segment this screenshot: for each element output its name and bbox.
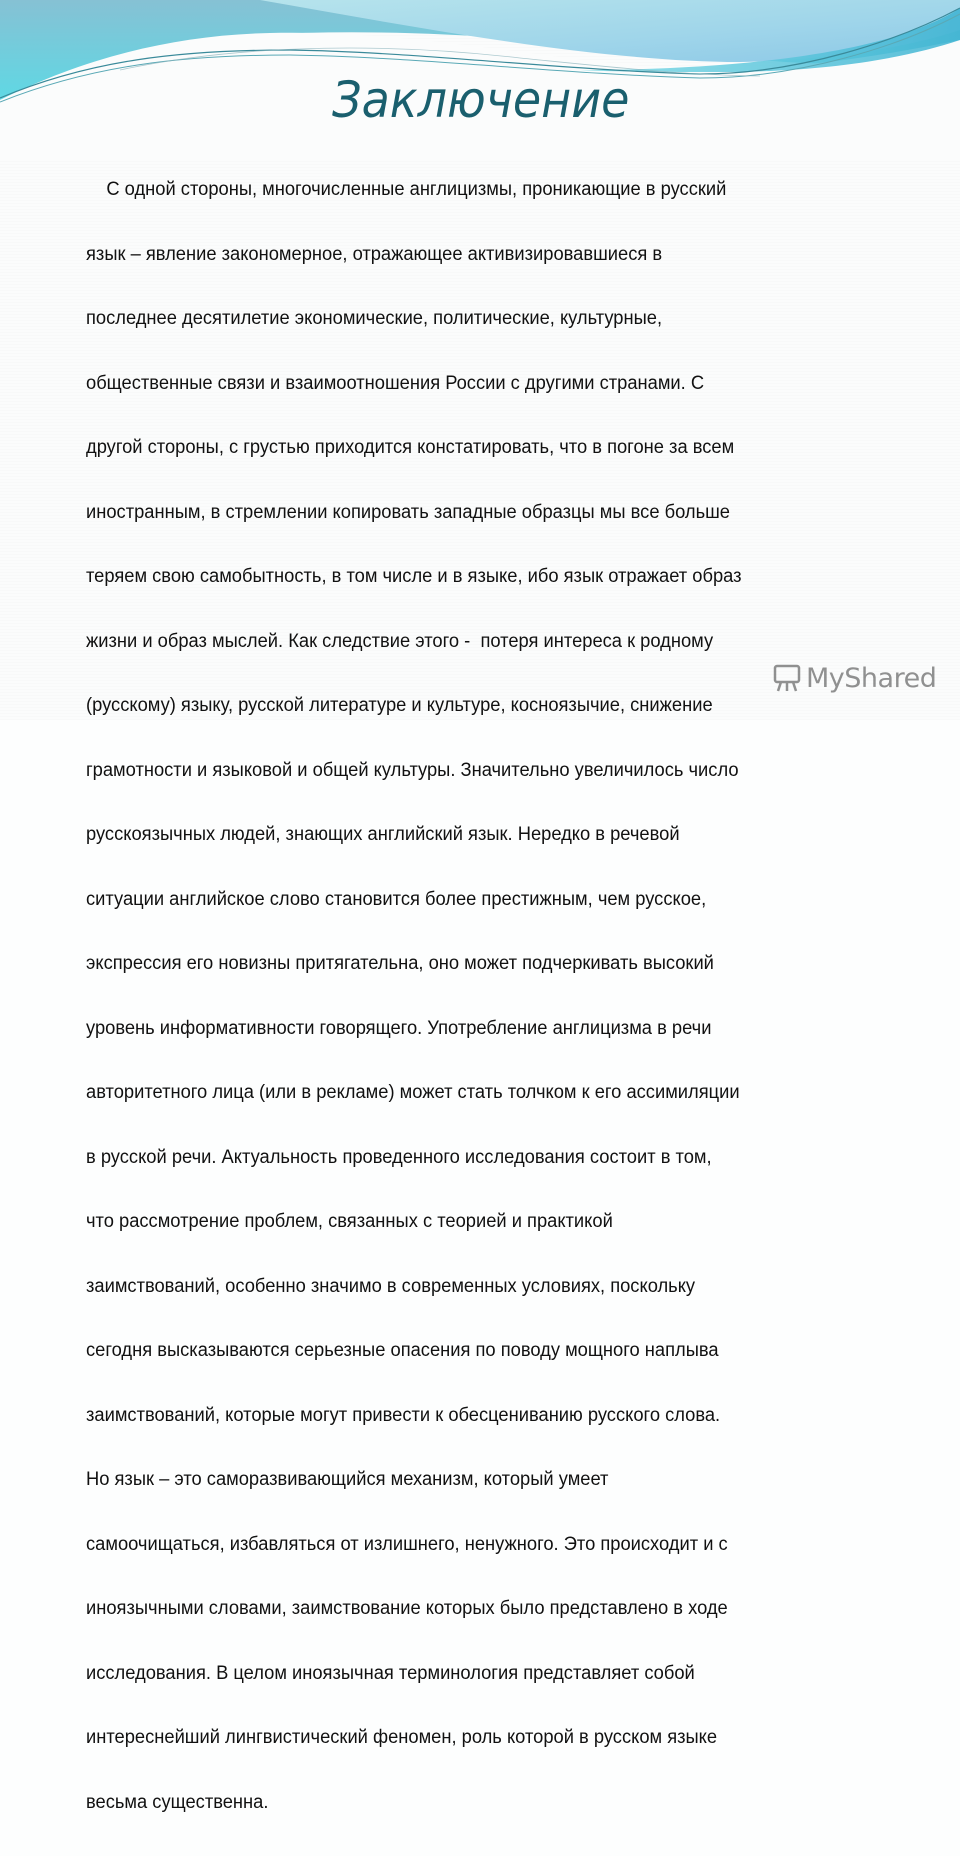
body-line: жизни и образ мыслей. Как следствие этого - потеря интереса к родному bbox=[86, 629, 714, 652]
body-line: интереснейший лингвистический феномен, роль которой в русском языке bbox=[86, 1726, 718, 1748]
body-line: ситуации английское слово становится более престижным, чем русское, bbox=[86, 887, 707, 910]
body-line: что рассмотрение проблем, связанных с теорией и практикой bbox=[86, 1210, 613, 1232]
slide-title: Заключение bbox=[332, 71, 630, 129]
body-line: иноязычными словами, заимствование которых было представлено в ходе bbox=[86, 1597, 728, 1619]
body-line: заимствований, которые могут привести к обесцениванию русского слова. bbox=[86, 1403, 721, 1426]
body-line: последнее десятилетие экономические, политические, культурные, bbox=[86, 307, 663, 329]
watermark-text: MyShared bbox=[806, 662, 937, 694]
body-line: русскоязычных людей, знающих английский язык. Нередко в речевой bbox=[86, 823, 680, 845]
body-line: С одной стороны, многочисленные англицизмы, проникающие в русский bbox=[86, 178, 727, 200]
body-line: Но язык – это саморазвивающийся механизм, который умеет bbox=[86, 1468, 609, 1490]
body-line: язык – явление закономерное, отражающее активизировавшиеся в bbox=[86, 242, 663, 265]
body-line: заимствований, особенно значимо в современных условиях, поскольку bbox=[86, 1274, 696, 1297]
body-line: иностранным, в стремлении копировать западные образцы мы все больше bbox=[86, 500, 731, 523]
watermark bbox=[772, 660, 936, 696]
body-line: весьма существенна. bbox=[86, 1790, 269, 1813]
body-line: исследования. В целом иноязычная терминология представляет собой bbox=[86, 1661, 695, 1684]
body-line: уровень информативности говорящего. Употребление англицизма в речи bbox=[86, 1016, 712, 1039]
body-line: сегодня высказываются серьезные опасения по поводу мощного наплыва bbox=[86, 1339, 719, 1361]
body-line: общественные связи и взаимоотношения России с другими странами. С bbox=[86, 371, 705, 394]
body-line: самоочищаться, избавляться от излишнего, ненужного. Это происходит и с bbox=[86, 1532, 728, 1555]
body-line: теряем свою самобытность, в том числе и в языке, ибо язык отражает образ bbox=[86, 565, 742, 587]
body-line: грамотности и языковой и общей культуры. Значительно увеличилось число bbox=[86, 758, 739, 781]
presentation-board-icon bbox=[772, 663, 802, 693]
body-line: (русскому) языку, русской литературе и культуре, косноязычие, снижение bbox=[86, 694, 713, 716]
body-line: экспрессия его новизны притягательна, оно может подчеркивать высокий bbox=[86, 952, 714, 974]
body-line: другой стороны, с грустью приходится констатировать, что в погоне за всем bbox=[86, 436, 735, 458]
body-line: в русской речи. Актуальность проведенного исследования состоит в том, bbox=[86, 1145, 712, 1168]
body-paragraph bbox=[86, 136, 916, 1856]
body-line: авторитетного лица (или в рекламе) может стать толчком к его ассимиляции bbox=[86, 1081, 740, 1103]
